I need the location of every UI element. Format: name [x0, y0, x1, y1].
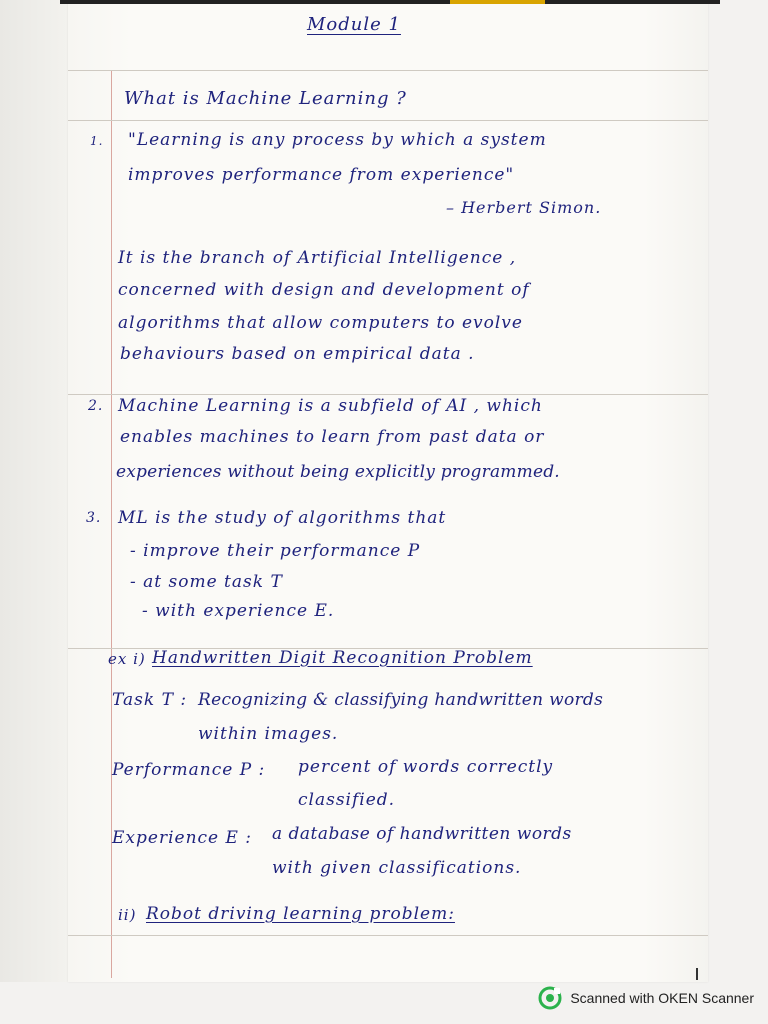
- item-line: - with experience E.: [142, 601, 335, 621]
- page-top-tab: [450, 0, 545, 4]
- item-number: 2.: [88, 398, 104, 414]
- ruled-line: [68, 394, 708, 395]
- performance-text: classified.: [298, 790, 396, 810]
- page-title: Module 1: [307, 14, 401, 35]
- quote-line: improves performance from experience": [128, 165, 515, 185]
- ruled-line: [68, 120, 708, 121]
- experience-text: with given classifications.: [272, 858, 522, 878]
- example-prefix: ex i): [108, 650, 146, 668]
- task-text: Recognizing & classifying handwritten words: [198, 690, 604, 710]
- item-number: 1.: [90, 134, 104, 148]
- page-left-rim: [0, 0, 68, 982]
- definition-line: It is the branch of Artificial Intelligence ,: [118, 248, 517, 268]
- question-heading: What is Machine Learning ?: [124, 88, 407, 109]
- item-line: - improve their performance P: [130, 541, 421, 561]
- example-heading: Robot driving learning problem:: [146, 904, 455, 924]
- experience-label: Experience E :: [112, 828, 253, 848]
- scanner-watermark: [538, 986, 754, 1010]
- performance-label: Performance P :: [112, 760, 266, 780]
- page-corner-mark: [696, 968, 698, 980]
- task-text: within images.: [198, 724, 339, 744]
- ruled-line: [68, 70, 708, 71]
- definition-line: behaviours based on empirical data .: [120, 344, 475, 364]
- page-top-edge: [60, 0, 720, 4]
- definition-line: algorithms that allow computers to evolve: [118, 313, 523, 333]
- definition-line: concerned with design and development of: [118, 280, 530, 300]
- ruled-line: [68, 935, 708, 936]
- item-line: - at some task T: [130, 572, 283, 592]
- quote-line: "Learning is any process by which a system: [128, 130, 547, 150]
- item-line: enables machines to learn from past data or: [120, 427, 545, 447]
- item-number: 3.: [86, 510, 102, 526]
- experience-text: a database of handwritten words: [272, 824, 572, 844]
- oken-scanner-logo-icon: [538, 986, 562, 1010]
- performance-text: percent of words correctly: [298, 757, 554, 777]
- example-heading: Handwritten Digit Recognition Problem: [152, 648, 533, 668]
- scanner-watermark-label: Scanned with OKEN Scanner: [570, 990, 754, 1006]
- quote-attribution: – Herbert Simon.: [446, 198, 602, 217]
- example-prefix: ii): [118, 906, 137, 924]
- item-line: experiences without being explicitly programmed.: [116, 462, 560, 482]
- task-label: Task T :: [112, 690, 188, 710]
- item-line: ML is the study of algorithms that: [118, 508, 447, 528]
- item-line: Machine Learning is a subfield of AI , which: [118, 396, 543, 416]
